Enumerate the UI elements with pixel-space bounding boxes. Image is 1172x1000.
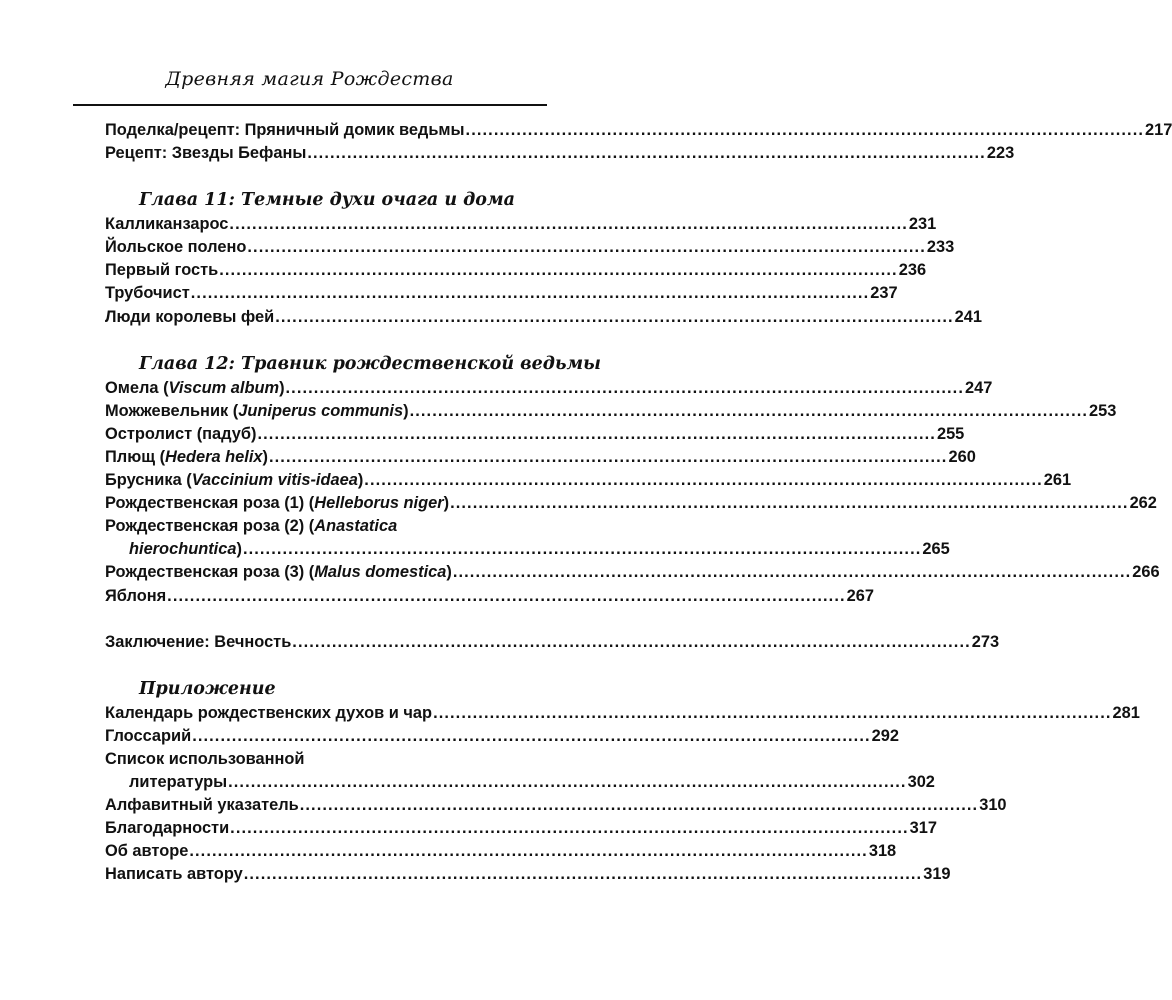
toc-entry[interactable] [105,423,965,446]
dot-leader: ........................................................................................................................ [465,121,1145,139]
dot-leader: ........................................................................................................................ [285,378,964,397]
dot-leader: ........................................................................................................................ [228,772,907,791]
latin-name: Helleborus niger [314,494,444,513]
toc-entry[interactable] [105,213,937,236]
toc-entry-first-line[interactable]: Рождественская роза (2) (Anastatica [105,517,398,536]
dot-leader: ........................................................................................................................ [189,842,868,861]
dot-leader: ........................................................................................................................ [192,726,871,745]
toc-entry-page: 241 [954,307,983,326]
latin-name: Vaccinium vitis-idaea [191,471,358,490]
toc-entry-page: 233 [926,238,955,257]
dot-leader: ........................................................................................................................ [269,447,948,466]
dot-leader: ........................................................................................................................ [230,819,909,838]
latin-name: hierochuntica [129,540,237,559]
toc-entry[interactable] [105,377,993,400]
table-of-contents [105,119,1172,886]
dot-leader: ........................................................................................................................ [243,865,923,884]
dot-leader: ........................................................................................................................ [450,494,1129,513]
toc-entry-label: Яблоня [105,586,167,605]
toc-entry[interactable] [105,561,1160,584]
toc-entry-page: 318 [868,842,897,861]
dot-leader: ........................................................................................................................ [364,471,1043,490]
toc-entry-page: 292 [871,726,900,745]
toc-entry-page: 236 [898,261,927,280]
toc-entry-page: 261 [1043,471,1072,490]
dot-leader: ........................................................................................................................ [452,563,1132,582]
toc-entry-page: 317 [909,819,937,838]
chapter-heading-12: Глава 12: Травник рождественской ведьмы [139,353,601,374]
appendix-heading: Приложение [139,678,276,699]
toc-entry-page: 260 [948,447,976,466]
toc-entry-page: 281 [1112,703,1140,722]
running-head: Древняя магия Рождества [165,68,454,90]
toc-entry-page: 253 [1089,401,1117,420]
latin-name: Malus domestica [314,563,447,582]
toc-entry[interactable] [105,863,951,886]
dot-leader: ........................................................................................................................ [433,703,1112,722]
toc-entry-label: Омела (Viscum album) [105,378,285,397]
latin-name: Juniperus communis [238,401,404,420]
dot-leader: ........................................................................................................................ [307,144,986,163]
dot-leader: ........................................................................................................................ [242,540,922,559]
toc-entry-label: hierochuntica) [129,540,242,559]
toc-entry-page: 265 [922,540,950,559]
toc-entry-label: Глоссарий [105,726,192,745]
toc-entry-label: Алфавитный указатель [105,796,299,815]
toc-entry-label: Заключение: Вечность [105,632,292,651]
toc-entry-continuation[interactable] [105,538,950,561]
toc-entry-page: 319 [923,865,951,884]
toc-entry[interactable] [105,585,874,608]
toc-entry-page: 247 [965,378,993,397]
toc-entry-continuation[interactable] [105,771,935,794]
toc-entry[interactable] [105,142,1015,165]
dot-leader: ........................................................................................................................ [299,796,979,815]
chapter-heading-11: Глава 11: Темные духи очага и дома [139,190,515,211]
toc-entry[interactable] [105,725,900,748]
toc-entry-first-line[interactable]: Список использованной [105,749,305,768]
dot-leader: ........................................................................................................................ [275,307,954,326]
toc-entry[interactable] [105,817,937,840]
toc-entry[interactable] [105,282,898,305]
toc-entry-page: 273 [971,632,1000,651]
latin-name: Viscum album [168,378,280,397]
latin-name: Hedera helix [165,447,263,466]
toc-entry-page: 217 [1145,121,1172,139]
dot-leader: ........................................................................................................................ [219,261,898,280]
dot-leader: ........................................................................................................................ [167,586,846,605]
toc-entry-page: 255 [936,424,965,443]
header-rule [73,104,547,106]
toc-entry[interactable] [105,446,976,469]
toc-entry[interactable] [105,492,1157,515]
toc-entry[interactable] [105,119,1172,142]
toc-entry-label: Рождественская роза (3) (Malus domestica) [105,563,452,582]
toc-entry-label: литературы [129,772,228,791]
toc-entry-page: 302 [907,772,935,791]
toc-entry-label: Календарь рождественских духов и чар [105,703,433,722]
toc-entry-page: 262 [1129,494,1157,513]
dot-leader: ........................................................................................................................ [229,215,908,234]
toc-entry-label: Написать автору [105,865,243,884]
dot-leader: ........................................................................................................................ [257,424,936,443]
toc-entry-label: Люди королевы фей [105,307,275,326]
toc-entry-label: Йольское полено [105,238,247,257]
dot-leader: ........................................................................................................................ [190,284,870,303]
toc-entry-label: Брусника (Vaccinium vitis-idaea) [105,471,364,490]
dot-leader: ........................................................................................................................ [247,238,926,257]
toc-entry-label: Остролист (падуб) [105,424,257,443]
toc-entry-page: 267 [846,586,874,605]
toc-entry-label: Рецепт: Звезды Бефаны [105,144,307,163]
toc-entry-label: Можжевельник (Juniperus communis) [105,401,409,420]
toc-entry-page: 310 [979,796,1007,815]
toc-entry[interactable] [105,306,983,329]
latin-name: Anastatica [314,517,398,536]
toc-entry-label: Об авторе [105,842,189,861]
toc-entry-page: 237 [870,284,898,303]
toc-entry-label: Рождественская роза (1) (Helleborus niger) [105,494,450,513]
toc-entry-page: 266 [1132,563,1160,582]
toc-entry-page: 223 [986,144,1015,163]
toc-entry-label: Плющ (Hedera helix) [105,447,268,466]
toc-entry-label: Трубочист [105,284,190,303]
toc-entry[interactable] [105,400,1117,423]
dot-leader: ........................................................................................................................ [292,632,971,651]
dot-leader: ........................................................................................................................ [409,401,1089,420]
toc-entry[interactable] [105,702,1140,725]
toc-entry[interactable] [105,236,955,259]
toc-entry-label: Калликанзарос [105,215,229,234]
toc-entry-label: Благодарности [105,819,230,838]
toc-entry[interactable] [105,840,897,863]
toc-entry[interactable] [105,259,927,282]
toc-entry[interactable] [105,469,1072,492]
toc-entry[interactable] [105,794,1007,817]
toc-entry-label: Первый гость [105,261,219,280]
toc-entry-page: 231 [908,215,937,234]
toc-entry-label: Поделка/рецепт: Пряничный домик ведьмы [105,121,465,139]
toc-entry[interactable] [105,631,1000,654]
